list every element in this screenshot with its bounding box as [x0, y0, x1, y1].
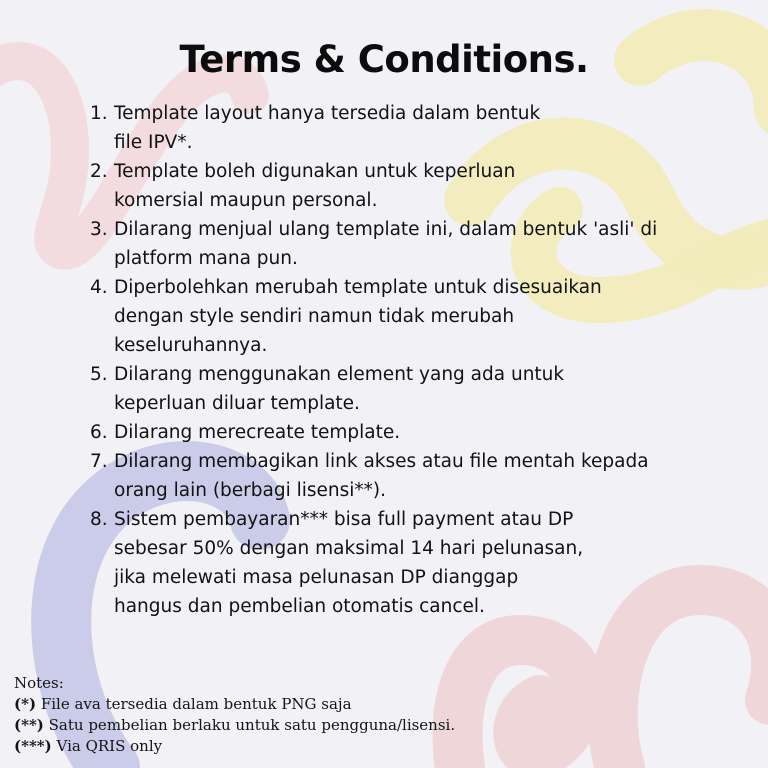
page-title: Terms & Conditions.: [179, 38, 589, 81]
term-text: Dilarang menggunakan element yang ada untuk keperluan diluar template.: [114, 364, 565, 414]
term-item: [90, 215, 750, 273]
note-text: Satu pembelian berlaku untuk satu pengguna/lisensi.: [43, 716, 456, 734]
term-number: 1.: [90, 103, 108, 124]
term-number: 4.: [90, 277, 108, 298]
term-text: Dilarang membagikan link akses atau file mentah kepada orang lain (berbagi lisensi**).: [114, 451, 649, 501]
term-number: 5.: [90, 364, 108, 385]
note-item: [14, 694, 455, 715]
note-item: [14, 715, 455, 736]
term-item: [90, 418, 750, 447]
term-number: 7.: [90, 451, 108, 472]
note-marker: (*): [14, 695, 37, 713]
term-text: Dilarang menjual ulang template ini, dalam bentuk 'asli' di platform mana pun.: [114, 219, 658, 269]
term-text: Template layout hanya tersedia dalam bentuk file IPV*.: [114, 103, 541, 153]
term-number: 2.: [90, 161, 108, 182]
term-item: [90, 273, 750, 360]
notes-section: [14, 673, 455, 757]
note-text: File ava tersedia dalam bentuk PNG saja: [36, 695, 352, 713]
term-text: Template boleh digunakan untuk keperluan komersial maupun personal.: [114, 161, 516, 211]
term-item: [90, 99, 750, 157]
term-item: [90, 157, 750, 215]
term-text: Dilarang merecreate template.: [114, 422, 401, 443]
term-item: [90, 505, 750, 621]
note-item: [14, 736, 455, 757]
term-text: Diperbolehkan merubah template untuk disesuaikan dengan style sendiri namun tidak merubah keseluruhannya.: [114, 277, 602, 356]
terms-list: [90, 99, 750, 621]
term-number: 6.: [90, 422, 108, 443]
term-text: Sistem pembayaran*** bisa full payment atau DP sebesar 50% dengan maksimal 14 hari pelunasan, jika melewati masa pelunasan DP dianggap hangus dan pembelian otomatis cancel.: [114, 509, 584, 617]
note-marker: (**): [14, 716, 44, 734]
term-number: 3.: [90, 219, 108, 240]
term-number: 8.: [90, 509, 108, 530]
notes-heading: Notes:: [14, 674, 64, 692]
term-item: [90, 447, 750, 505]
term-item: [90, 360, 750, 418]
note-text: Via QRIS only: [51, 737, 163, 755]
note-marker: (***): [14, 737, 52, 755]
